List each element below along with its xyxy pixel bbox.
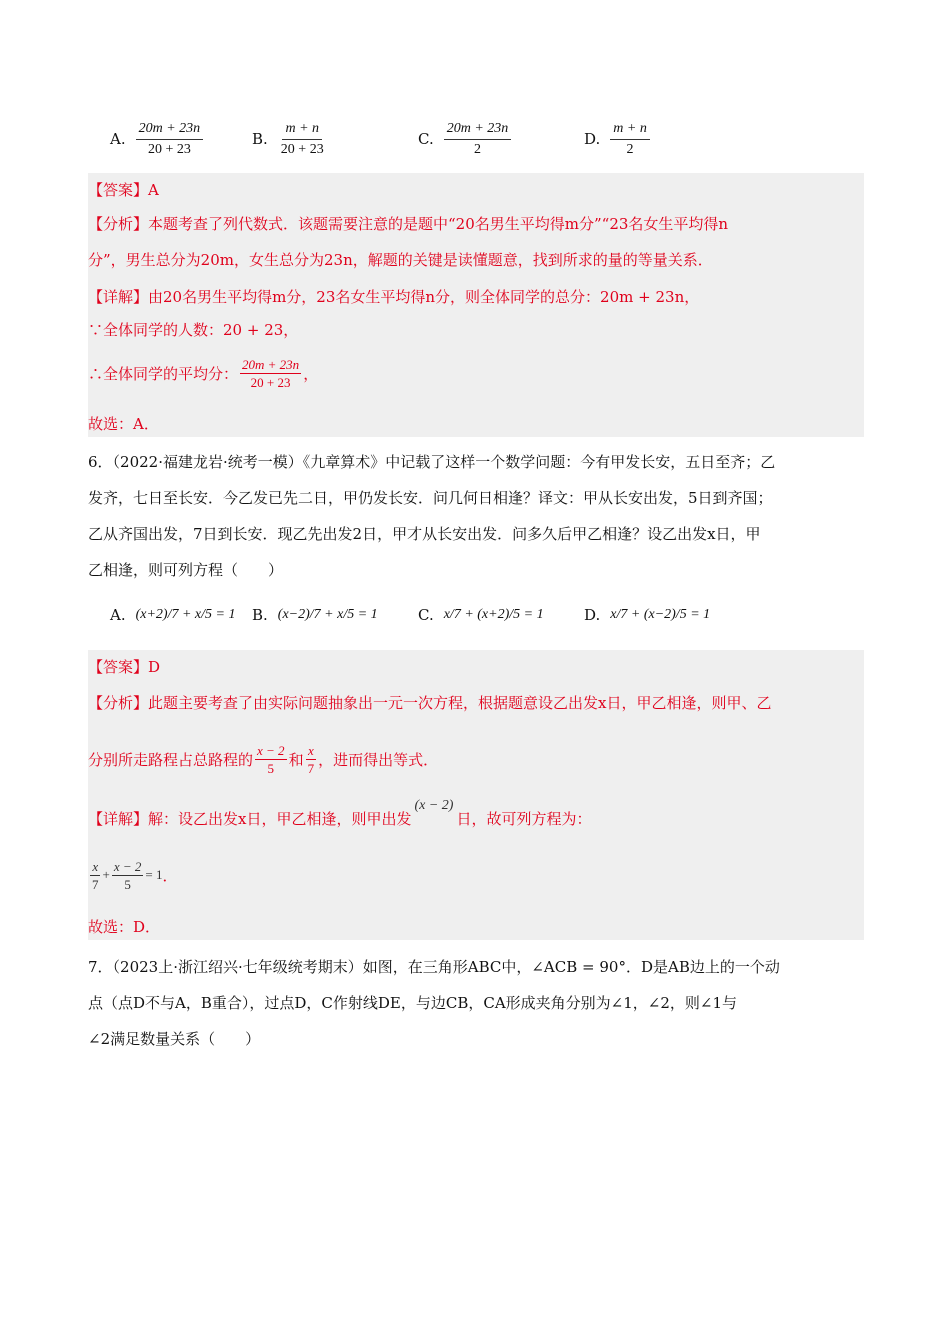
analysis-text-cont: 分”，男生总分为20m，女生总分为23n，解题的关键是读懂题意，找到所求的量的等量关系． bbox=[88, 251, 713, 269]
fraction-x-over-7: $\frac{x}{7}$ bbox=[92, 858, 99, 892]
fraction: $\frac{m + n}{20 + 23}$ bbox=[280, 120, 324, 157]
detail-text: 【详解】由20名男生平均得m分，23名女生平均得n分，则全体同学的总分：20m + 23n， bbox=[88, 288, 700, 306]
question-line: 乙从齐国出发，7日到长安．现乙先出发2日，甲才从长安出发．问多久后甲乙相逢？设乙出发x日，甲 bbox=[88, 525, 761, 543]
equation-line: $\frac{x}{7}$ + $\frac{x - 2}{5}$ = 1 ． bbox=[92, 858, 178, 892]
option-formula: x/7 + (x+2)/5 = 1 bbox=[443, 607, 544, 622]
option-letter: B. bbox=[252, 130, 268, 148]
q5-option-a[interactable] bbox=[110, 116, 203, 162]
fraction-x-over-7: $\frac{x}{7}$ bbox=[307, 742, 315, 776]
question-line: 乙相逢，则可列方程（ ） bbox=[88, 561, 284, 579]
q6-option-a[interactable]: A. (x+2)/7 + x/5 = 1 bbox=[110, 606, 236, 624]
fraction-x-minus-2-over-5: $\frac{x - 2}{5}$ bbox=[257, 742, 285, 776]
answer-label: 【答案】A bbox=[88, 181, 159, 199]
q7-question bbox=[88, 950, 868, 1060]
analysis-text-cont: 分别所走路程占总路程的 $\frac{x - 2}{5}$ 和 $\frac{x}{7}$ ，进而得出等式． bbox=[88, 742, 439, 776]
option-letter: A. bbox=[110, 130, 126, 148]
analysis-text: 【分析】此题主要考查了由实际问题抽象出一元一次方程，根据题意设乙出发x日，甲乙相逢，则甲、乙 bbox=[88, 694, 772, 712]
question-line: ∠2满足数量关系（ ） bbox=[88, 1030, 261, 1048]
fraction: $\frac{m + n}{2}$ bbox=[610, 121, 650, 158]
q5-option-d[interactable] bbox=[584, 116, 650, 162]
detail-average: ∴全体同学的平均分： $\frac{20m + 23n}{20 + 23}$ ， bbox=[88, 356, 319, 390]
option-letter: D. bbox=[584, 130, 601, 148]
fraction-x-minus-2-over-5: $\frac{x - 2}{5}$ bbox=[113, 858, 142, 892]
fraction: $\frac{20m + 23n}{20 + 23}$ bbox=[136, 121, 204, 158]
option-formula: x/7 + (x−2)/5 = 1 bbox=[610, 607, 711, 622]
q6-question bbox=[88, 447, 868, 587]
option-letter: C. bbox=[418, 130, 434, 148]
question-line: 点（点D不与A，B重合），过点D，C作射线DE，与边CB，CA形成夹角分别为∠1，∠2，则∠1与 bbox=[88, 994, 738, 1012]
question-line: 6．（2022·福建龙岩·统考一模）《九章算术》中记载了这样一个数学问题：今有甲发长安，五日至齐；乙 bbox=[88, 453, 776, 471]
q6-option-b[interactable]: B. (x−2)/7 + x/5 = 1 bbox=[252, 606, 378, 624]
q6-option-c[interactable]: C. x/7 + (x+2)/5 = 1 bbox=[418, 606, 544, 624]
detail-text: 【详解】解：设乙出发x日，甲乙相逢，则甲出发 (x − 2) 日，故可列方程为： bbox=[88, 798, 592, 828]
q5-answer-panel bbox=[88, 173, 864, 437]
choose-text: 故选：D． bbox=[88, 918, 161, 936]
q5-options bbox=[110, 116, 710, 162]
average-fraction: $\frac{20m + 23n}{20 + 23}$ bbox=[242, 356, 300, 390]
option-formula: (x−2)/7 + x/5 = 1 bbox=[277, 607, 378, 622]
paren-expression: (x − 2) bbox=[414, 798, 454, 813]
question-line: 发齐，七日至长安．今乙发已先二日，甲仍发长安．问几何日相逢？译文：甲从长安出发，5日到齐国； bbox=[88, 489, 773, 507]
choose-text: 故选：A． bbox=[88, 415, 159, 433]
detail-count: ∵全体同学的人数：20 + 23， bbox=[88, 321, 299, 339]
q5-option-c[interactable] bbox=[418, 116, 511, 162]
q6-options bbox=[110, 592, 750, 638]
fraction: $\frac{20m + 23n}{2}$ bbox=[444, 121, 512, 158]
q6-answer-panel bbox=[88, 650, 864, 940]
q6-option-d[interactable]: D. x/7 + (x−2)/5 = 1 bbox=[584, 606, 711, 624]
option-formula: (x+2)/7 + x/5 = 1 bbox=[135, 607, 236, 622]
answer-label: 【答案】D bbox=[88, 658, 161, 676]
q5-option-b[interactable] bbox=[252, 116, 327, 162]
analysis-text: 【分析】本题考查了列代数式．该题需要注意的是题中“20名男生平均得m分”“23名女生平均得n bbox=[88, 215, 729, 233]
question-line: 7．（2023上·浙江绍兴·七年级统考期末）如图，在三角形ABC中，∠ACB = 90°．D是AB边上的一个动 bbox=[88, 958, 780, 976]
